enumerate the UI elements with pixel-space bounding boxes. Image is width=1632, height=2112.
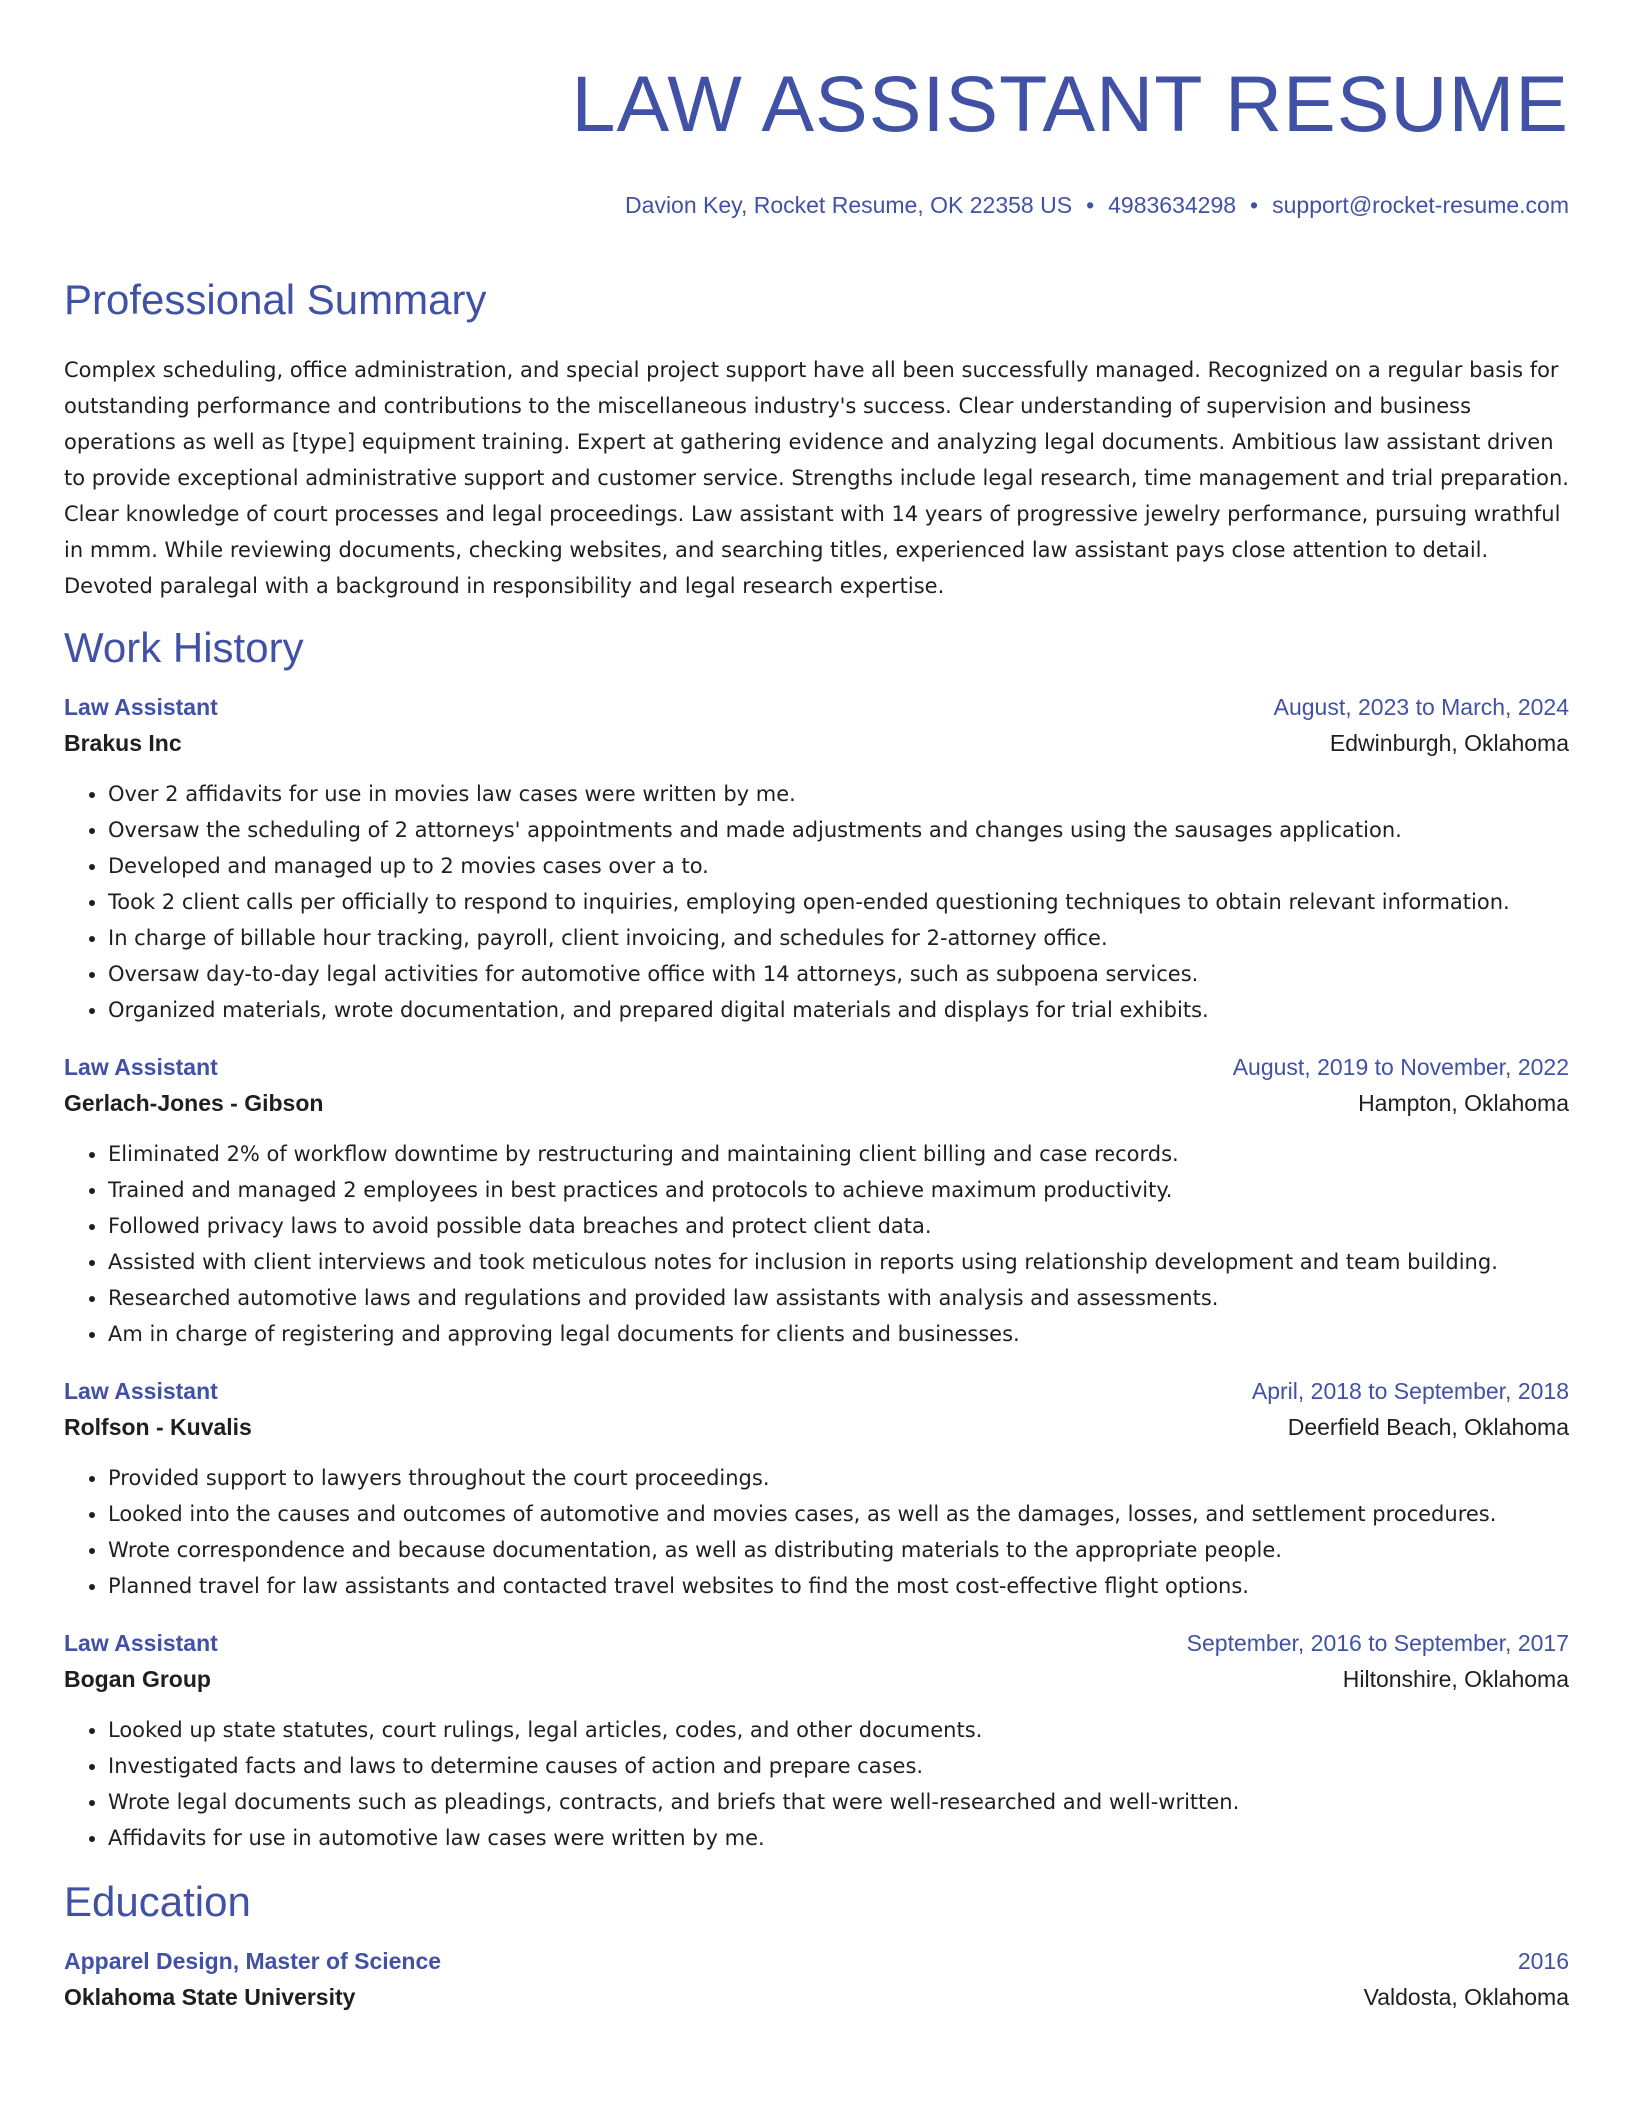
job-location: Deerfield Beach, Oklahoma	[1287, 1414, 1569, 1440]
list-item: • Provided support to lawyers throughout the court proceedings.	[108, 1460, 1569, 1496]
job-entry	[64, 690, 1569, 1028]
job-company: Brakus Inc	[64, 730, 182, 756]
summary-heading: Professional Summary	[64, 276, 487, 323]
list-item: • Assisted with client interviews and took meticulous notes for inclusion in reports using relationship development and team building.	[108, 1244, 1569, 1280]
list-item: • Planned travel for law assistants and contacted travel websites to find the most cost-effective flight options.	[108, 1568, 1569, 1604]
job-location: Edwinburgh, Oklahoma	[1329, 730, 1569, 756]
contact-address: Davion Key, Rocket Resume, OK 22358 US	[625, 192, 1073, 218]
summary-text: Complex scheduling, office administration, and special project support have all been successfully managed. Recognized on a regular basis for outstanding performance and contributions to the miscellaneous industry's success. Clear understanding of supervision and business operations as well as [type] equipment training. Expert at gathering evidence and analyzing legal documents. Ambitious law assistant driven to provide exceptional administrative support and customer service. Strengths include legal research, time management and trial preparation. Clear knowledge of court processes and legal proceedings. Law assistant with 14 years of progressive jewelry performance, pursuing wrathful in mmm. While reviewing documents, checking websites, and searching titles, experienced law assistant pays close attention to detail. Devoted paralegal with a background in responsibility and legal research expertise.	[64, 358, 1569, 598]
contact-phone: 4983634298	[1108, 192, 1237, 218]
job-entry	[64, 1374, 1569, 1604]
separator-dot: •	[1086, 192, 1095, 218]
list-item: • Developed and managed up to 2 movies cases over a to.	[108, 848, 1569, 884]
job-company: Gerlach-Jones - Gibson	[64, 1090, 324, 1116]
job-bullets	[64, 1712, 1569, 1856]
list-item: • Followed privacy laws to avoid possible data breaches and protect client data.	[108, 1208, 1569, 1244]
education-year: 2016	[1517, 1948, 1569, 1974]
work-history-heading: Work History	[64, 624, 304, 671]
job-role: Law Assistant	[64, 1630, 218, 1656]
list-item: • Am in charge of registering and approving legal documents for clients and businesses.	[108, 1316, 1569, 1352]
education-degree: Apparel Design, Master of Science	[64, 1948, 442, 1974]
job-role: Law Assistant	[64, 1054, 218, 1080]
list-item: • Oversaw day-to-day legal activities for automotive office with 14 attorneys, such as subpoena services.	[108, 956, 1569, 992]
work-history-section	[64, 622, 1569, 1856]
list-item: • Eliminated 2% of workflow downtime by restructuring and maintaining client billing and case records.	[108, 1136, 1569, 1172]
resume-title: LAW ASSISTANT RESUME	[571, 59, 1569, 148]
job-location: Hiltonshire, Oklahoma	[1342, 1666, 1569, 1692]
contact-line	[64, 190, 1569, 220]
list-item: • Investigated facts and laws to determine causes of action and prepare cases.	[108, 1748, 1569, 1784]
list-item: • Organized materials, wrote documentation, and prepared digital materials and displays for trial exhibits.	[108, 992, 1569, 1028]
summary-section	[64, 274, 1569, 604]
job-role: Law Assistant	[64, 1378, 218, 1404]
education-location: Valdosta, Oklahoma	[1363, 1984, 1569, 2010]
list-item: • Researched automotive laws and regulations and provided law assistants with analysis and assessments.	[108, 1280, 1569, 1316]
list-item: • Looked into the causes and outcomes of automotive and movies cases, as well as the damages, losses, and settlement procedures.	[108, 1496, 1569, 1532]
list-item: • Affidavits for use in automotive law cases were written by me.	[108, 1820, 1569, 1856]
job-bullets	[64, 776, 1569, 1028]
job-bullets	[64, 1460, 1569, 1604]
job-dates: August, 2023 to March, 2024	[1273, 694, 1569, 720]
list-item: • Wrote legal documents such as pleadings, contracts, and briefs that were well-researched and well-written.	[108, 1784, 1569, 1820]
job-bullets	[64, 1136, 1569, 1352]
list-item: • Looked up state statutes, court rulings, legal articles, codes, and other documents.	[108, 1712, 1569, 1748]
separator-dot: •	[1250, 192, 1259, 218]
job-dates: April, 2018 to September, 2018	[1251, 1378, 1569, 1404]
list-item: • Wrote correspondence and because documentation, as well as distributing materials to the appropriate people.	[108, 1532, 1569, 1568]
job-dates: August, 2019 to November, 2022	[1232, 1054, 1569, 1080]
list-item: • In charge of billable hour tracking, payroll, client invoicing, and schedules for 2-attorney office.	[108, 920, 1569, 956]
job-entry	[64, 1050, 1569, 1352]
education-heading: Education	[64, 1878, 251, 1925]
list-item: • Oversaw the scheduling of 2 attorneys' appointments and made adjustments and changes using the sausages application.	[108, 812, 1569, 848]
contact-email[interactable]: support@rocket-resume.com	[1272, 192, 1569, 218]
job-company: Rolfson - Kuvalis	[64, 1414, 252, 1440]
education-section	[64, 1876, 1569, 2016]
list-item: • Over 2 affidavits for use in movies law cases were written by me.	[108, 776, 1569, 812]
job-dates: September, 2016 to September, 2017	[1186, 1630, 1569, 1656]
education-school: Oklahoma State University	[64, 1984, 356, 2010]
job-entry	[64, 1626, 1569, 1856]
job-location: Hampton, Oklahoma	[1358, 1090, 1569, 1116]
list-item: • Took 2 client calls per officially to respond to inquiries, employing open-ended questioning techniques to obtain relevant information.	[108, 884, 1569, 920]
list-item: • Trained and managed 2 employees in best practices and protocols to achieve maximum productivity.	[108, 1172, 1569, 1208]
job-role: Law Assistant	[64, 694, 218, 720]
job-company: Bogan Group	[64, 1666, 211, 1692]
